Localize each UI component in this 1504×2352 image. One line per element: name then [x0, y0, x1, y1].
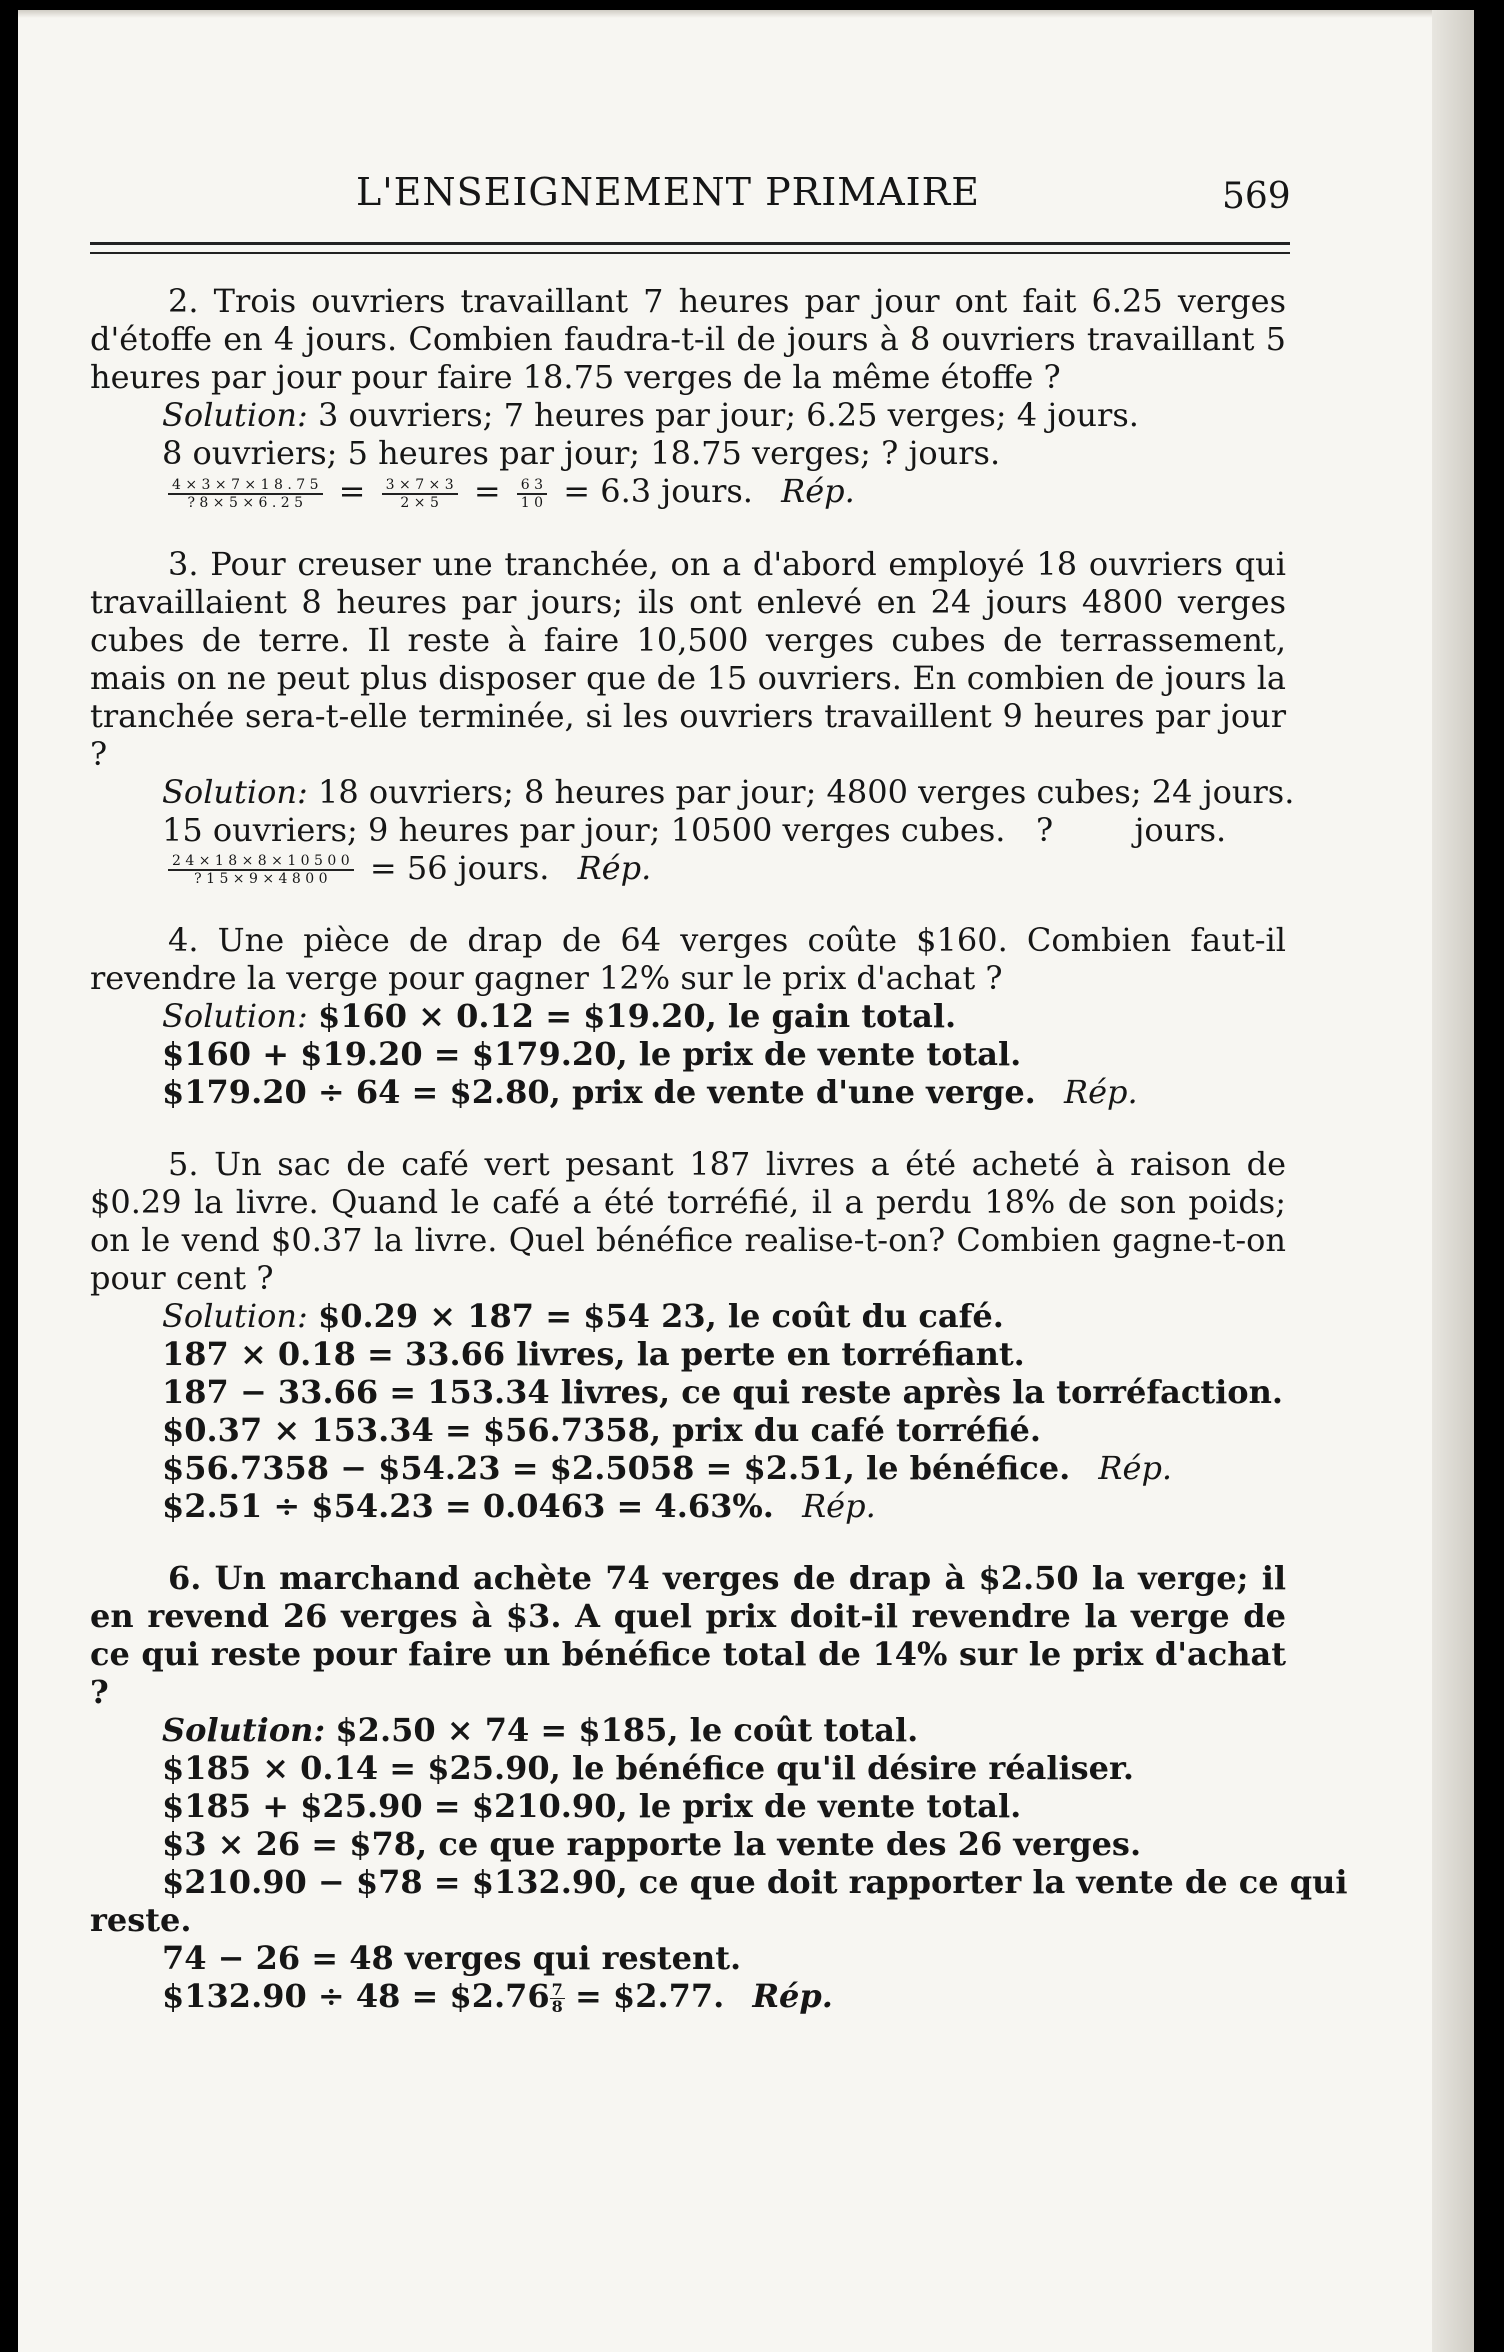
problem-5: [90, 1145, 1286, 1525]
problem-2: [90, 282, 1286, 511]
result-text: = 56 jours.: [369, 848, 550, 887]
fraction-denominator: 1 0: [520, 494, 544, 511]
fraction-numerator: 6 3: [517, 477, 547, 495]
solution-line: [90, 772, 1295, 811]
solution-line: $0.37 × 153.34 = $56.7358, prix du café torréfié.: [162, 1411, 1041, 1449]
solution-text: $0.29 × 187 = $54 23, le coût du café.: [317, 1297, 1004, 1335]
solution-line: [90, 1073, 1286, 1111]
result-text: = 6.3 jours.: [563, 472, 753, 510]
fraction-denominator: 2 × 5: [400, 494, 439, 511]
page-top-shadow: [18, 10, 1474, 18]
solution-text: $56.7358 − $54.23 = $2.5058 = $2.51, le bénéfice.: [162, 1449, 1071, 1487]
problem-text: Trois ouvriers travaillant 7 heures par jour ont fait 6.25 verges d'étoffe en 4 jours. Combien faudra-t-il de jours à 8 ouvriers travaillant 5 heures par jour pour faire 18.75 verges de la même étoffe ?: [90, 282, 1287, 396]
problem-3: [90, 544, 1295, 888]
problem-statement: [90, 545, 1286, 773]
answer-mark: Rép.: [577, 848, 652, 887]
problem-statement: [90, 1145, 1286, 1297]
solution-line-continuation: reste.: [90, 1901, 192, 1939]
solution-label: Solution:: [162, 1711, 326, 1749]
solution-line: 74 − 26 = 48 verges qui restent.: [162, 1939, 742, 1977]
solution-label: Solution:: [162, 1297, 308, 1335]
solution-line: [90, 1449, 1286, 1487]
fraction: [382, 477, 458, 511]
problem-text: Une pièce de drap de 64 verges coûte $160. Combien faut-il revendre la verge pour gagner 12% sur le prix d'achat ?: [90, 921, 1287, 997]
solution-line: 187 × 0.18 = 33.66 livres, la perte en torréfiant.: [162, 1335, 1025, 1373]
fraction-numerator: 4 × 3 × 7 × 1 8 . 7 5: [168, 477, 323, 495]
solution-line: $185 + $25.90 = $210.90, le prix de vente total.: [162, 1787, 1022, 1825]
fraction-denominator: 8: [551, 1997, 563, 2016]
problem-statement: [90, 921, 1286, 997]
solution-text: 3 ouvriers; 7 heures par jour; 6.25 verges; 4 jours.: [317, 396, 1139, 434]
solution-line: $3 × 26 = $78, ce que rapporte la vente des 26 verges.: [162, 1825, 1142, 1863]
page-body: [90, 282, 1348, 2049]
solution-line: [90, 1487, 1286, 1525]
solution-line: $160 + $19.20 = $179.20, le prix de vente total.: [162, 1035, 1022, 1073]
fraction-numerator: 2 4 × 1 8 × 8 × 1 0 5 0 0: [168, 853, 354, 871]
problem-6: [90, 1559, 1348, 2016]
problem-statement: [90, 282, 1286, 396]
solution-line: $210.90 − $78 = $132.90, ce que doit rapporter la vente de ce qui: [162, 1863, 1348, 1901]
answer-mark: Rép.: [752, 1977, 833, 2015]
problem-text: Un sac de café vert pesant 187 livres a été acheté à raison de $0.29 la livre. Quand le café a été torréfié, il a perdu 18% de son poids; on le vend $0.37 la livre. Quel bénéfice realise-t-on? Combien gagne-t-on pour cent ?: [90, 1145, 1287, 1297]
fraction-numerator: 3 × 7 × 3: [382, 477, 458, 495]
fraction-denominator: ? 1 5 × 9 × 4 8 0 0: [194, 871, 328, 887]
solution-text: $132.90 ÷ 48 = $2.76: [162, 1977, 550, 2015]
solution-line: 8 ouvriers; 5 heures par jour; 18.75 verges; ? jours.: [162, 434, 1001, 472]
problem-number: 3.: [168, 544, 199, 583]
answer-mark: Rép.: [1098, 1449, 1173, 1487]
fraction-denominator: ? 8 × 5 × 6 . 2 5: [187, 494, 304, 511]
solution-fraction-line: [90, 849, 1286, 888]
header-rule: [90, 242, 1290, 245]
solution-text: $160 × 0.12 = $19.20, le gain total.: [317, 997, 957, 1035]
solution-line: [90, 1297, 1286, 1335]
problem-text: Pour creuser une tranchée, on a d'abord employé 18 ouvriers qui travaillaient 8 heures par jours; ils ont enlevé en 24 jours 4800 verges cubes de terre. Il reste à faire 10,500 verges cubes de terrassement, mais on ne peut plus disposer que de 15 ouvriers. En combien de jours la tranchée sera-t-elle terminée, si les ouvriers travaillent 9 heures par jour ?: [90, 544, 1287, 773]
solution-line: [90, 1711, 1286, 1749]
solution-line: [90, 997, 1286, 1035]
header-rule-thin: [90, 252, 1290, 254]
solution-text: $179.20 ÷ 64 = $2.80, prix de vente d'une verge.: [162, 1073, 1036, 1111]
page-number: 569: [1222, 176, 1291, 217]
solution-line: [90, 396, 1286, 434]
fraction: [168, 477, 323, 511]
mixed-fraction: [550, 1982, 565, 2015]
solution-text: $2.51 ÷ $54.23 = 0.0463 = 4.63%.: [162, 1487, 774, 1525]
problem-number: 2.: [168, 282, 199, 320]
problem-statement: [90, 1559, 1286, 1711]
answer-mark: Rép.: [802, 1487, 876, 1525]
solution-line: $185 × 0.14 = $25.90, le bénéfice qu'il désire réaliser.: [162, 1749, 1135, 1787]
answer-mark: Rép.: [781, 472, 855, 510]
problem-number: 4.: [168, 921, 199, 959]
solution-line: 187 − 33.66 = 153.34 livres, ce qui reste après la torréfaction.: [162, 1373, 1284, 1411]
solution-label: Solution:: [162, 396, 308, 434]
fraction-numerator: 7: [551, 1980, 563, 1999]
solution-text: $2.50 × 74 = $185, le coût total.: [335, 1711, 919, 1749]
solution-text: = $2.77.: [574, 1977, 725, 2015]
solution-fraction-line: $\frac{4 \times 3 \times 7 \times 1 8 . 7 5}{? 8 \times 5 \times 6 . 2 5}$ = $\frac{3 \times 7 \times 3}{2 \times 5}$ = $\frac{6 3}{1 0}$ = 6.3 jours. Rép.: [90, 472, 1286, 511]
problem-number: 5.: [168, 1145, 199, 1183]
fraction: [168, 853, 354, 887]
running-header: L'ENSEIGNEMENT PRIMAIRE: [355, 170, 981, 214]
problem-number: 6.: [168, 1559, 202, 1597]
solution-label: Solution:: [162, 997, 308, 1035]
solution-line: 15 ouvriers; 9 heures par jour; 10500 verges cubes. ? jours.: [162, 810, 1227, 849]
solution-label: Solution:: [162, 772, 308, 811]
fraction: [517, 477, 547, 511]
solution-text: 18 ouvriers; 8 heures par jour; 4800 verges cubes; 24 jours.: [317, 772, 1295, 811]
problem-text: Un marchand achète 74 verges de drap à $2.50 la verge; il en revend 26 verges à $3. A quel prix doit-il revendre la verge de ce qui reste pour faire un bénéfice total de 14% sur le prix d'achat ?: [90, 1559, 1286, 1711]
book-page: [18, 10, 1474, 2352]
solution-line: [90, 1977, 1286, 2015]
problem-4: [90, 921, 1286, 1111]
answer-mark: Rép.: [1063, 1073, 1138, 1111]
page-gutter-shadow: [1432, 10, 1474, 2352]
